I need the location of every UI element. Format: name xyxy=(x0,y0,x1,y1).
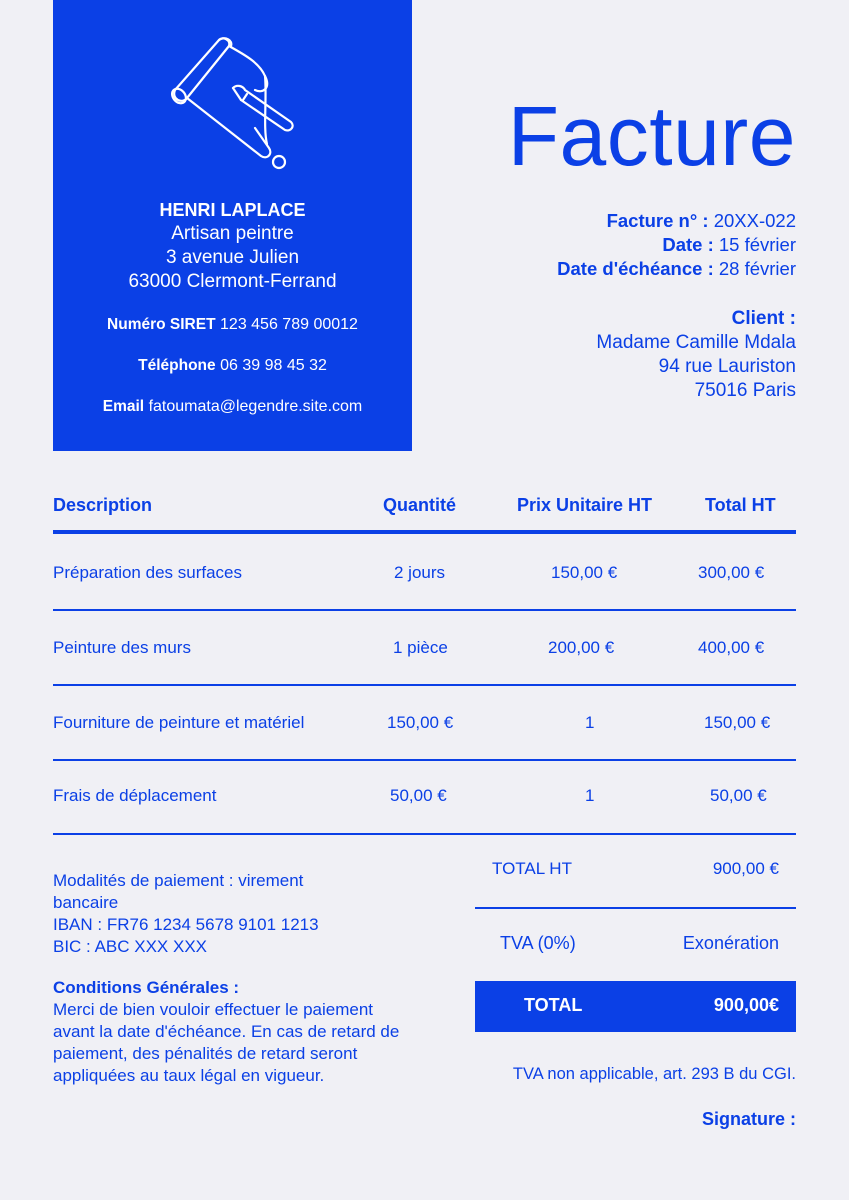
invoice-number: 20XX-022 xyxy=(713,210,796,231)
row-total: 150,00 € xyxy=(704,713,771,732)
phone-label: Téléphone xyxy=(138,357,216,374)
grand-total-label: TOTAL xyxy=(524,995,583,1015)
row-quantity: 2 jours xyxy=(394,563,446,582)
siret-value: 123 456 789 00012 xyxy=(220,316,358,333)
phone-row xyxy=(53,357,412,375)
grand-total-bar xyxy=(475,981,796,1032)
total-ht-value: 900,00 € xyxy=(712,859,779,878)
siret-label: Numéro SIRET xyxy=(107,316,216,333)
terms-label: Conditions Générales : xyxy=(53,978,240,997)
company-address-line2: 63000 Clermont-Ferrand xyxy=(128,271,337,292)
email-value[interactable]: fatoumata@legendre.site.com xyxy=(148,398,363,415)
row-quantity: 1 pièce xyxy=(393,638,448,657)
email-row xyxy=(53,398,412,416)
company-role: Artisan peintre xyxy=(171,223,294,244)
row-total: 300,00 € xyxy=(698,563,765,582)
row-quantity: 150,00 € xyxy=(387,713,454,732)
row-divider xyxy=(53,609,796,611)
row-unit-price: 150,00 € xyxy=(551,563,618,582)
tva-value: Exonération xyxy=(682,933,779,953)
client-label: Client : xyxy=(731,308,796,329)
company-panel xyxy=(53,0,412,451)
row-divider xyxy=(53,833,796,835)
row-unit-price: 1 xyxy=(585,786,595,805)
phone-value: 06 39 98 45 32 xyxy=(220,357,327,374)
company-name: HENRI LAPLACE xyxy=(159,200,306,220)
invoice-date-label: Date : xyxy=(662,234,714,255)
client-name: Madame Camille Mdala xyxy=(596,332,796,353)
totals-divider xyxy=(475,907,796,909)
grand-total-value: 900,00€ xyxy=(713,995,779,1015)
header-description: Description xyxy=(53,495,153,515)
invoice-due-label: Date d'échéance : xyxy=(557,258,714,279)
header-quantity: Quantité xyxy=(383,495,457,515)
total-ht-label: TOTAL HT xyxy=(492,859,572,878)
row-unit-price: 1 xyxy=(585,713,595,732)
siret-row xyxy=(53,316,412,334)
row-description: Préparation des surfaces xyxy=(53,563,242,582)
header-divider xyxy=(53,530,796,534)
invoice-meta xyxy=(557,209,796,281)
company-address-line1: 3 avenue Julien xyxy=(165,247,300,268)
invoice-number-label: Facture n° : xyxy=(606,210,709,231)
client-address-line1: 94 rue Lauriston xyxy=(658,356,796,377)
payment-iban: IBAN : FR76 1234 5678 9101 1213 xyxy=(53,915,319,934)
terms-text: Merci de bien vouloir effectuer le paiement avant la date d'échéance. En cas de retard de paiement, des pénalités de retard seront appliquées au taux légal en vigueur. xyxy=(53,1000,400,1085)
client-address-line2: 75016 Paris xyxy=(694,380,796,401)
row-description: Peinture des murs xyxy=(53,638,191,657)
row-divider xyxy=(53,759,796,761)
header-total: Total HT xyxy=(705,495,776,515)
invoice-title: Facture xyxy=(507,89,796,183)
payment-bic: BIC : ABC XXX XXX xyxy=(53,937,208,956)
table-header xyxy=(53,493,796,521)
signature-label: Signature : xyxy=(701,1109,796,1129)
header-unit-price: Prix Unitaire HT xyxy=(517,495,653,515)
row-total: 50,00 € xyxy=(710,786,767,805)
terms-block xyxy=(53,977,403,1087)
paint-roller-icon xyxy=(163,28,303,178)
row-description: Frais de déplacement xyxy=(53,786,217,805)
row-description: Fourniture de peinture et matériel xyxy=(53,713,305,732)
client-block xyxy=(596,307,796,403)
payment-info xyxy=(53,870,373,958)
row-quantity: 50,00 € xyxy=(390,786,447,805)
row-divider xyxy=(53,684,796,686)
row-unit-price: 200,00 € xyxy=(548,638,615,657)
invoice-due: 28 février xyxy=(718,258,796,279)
tva-note: TVA non applicable, art. 293 B du CGI. xyxy=(512,1065,796,1083)
invoice-date: 15 février xyxy=(718,234,796,255)
row-total: 400,00 € xyxy=(698,638,765,657)
tva-label: TVA (0%) xyxy=(500,933,576,953)
payment-method: Modalités de paiement : virement bancaire xyxy=(53,871,304,912)
email-label: Email xyxy=(102,398,145,415)
